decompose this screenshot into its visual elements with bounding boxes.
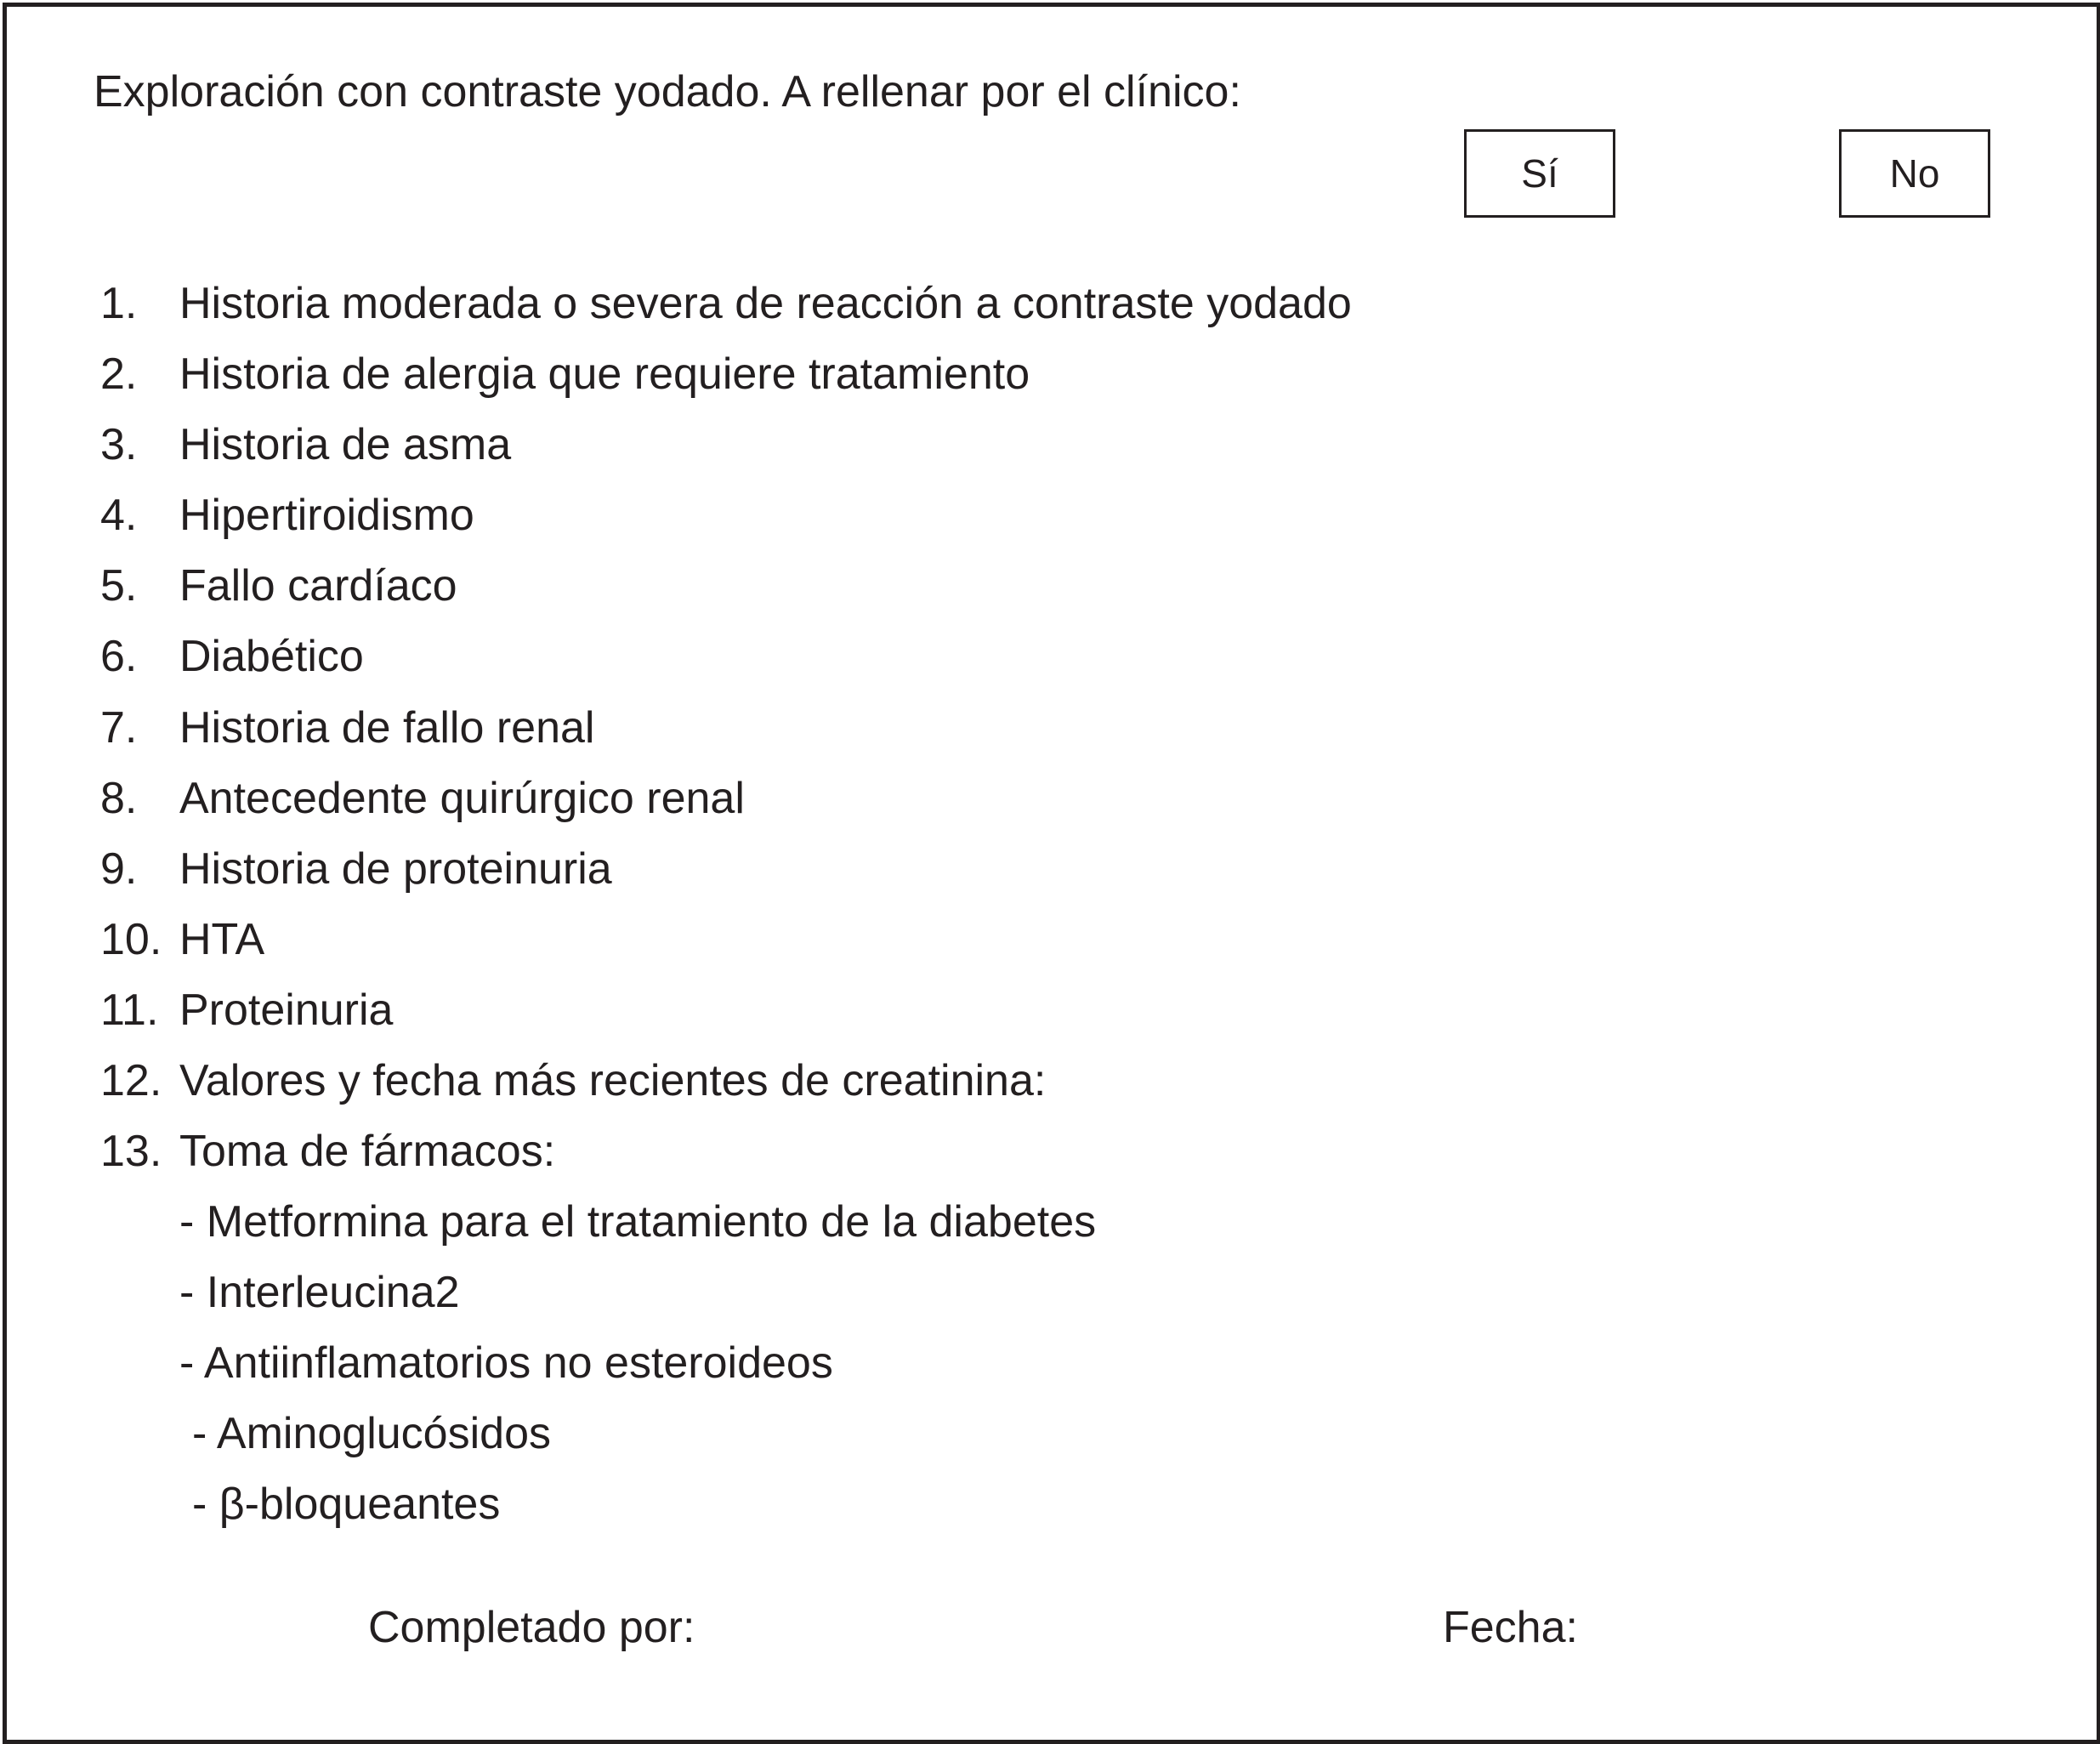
- item-number: 3.: [100, 420, 138, 469]
- no-label: No: [1889, 151, 1940, 196]
- item-label: HTA: [179, 915, 265, 964]
- date-label: Fecha:: [1443, 1603, 1578, 1652]
- item-label: Fallo cardíaco: [179, 561, 457, 611]
- item-label: Toma de fármacos:: [179, 1127, 556, 1176]
- item-label: Historia de fallo renal: [179, 703, 595, 753]
- item-number: 1.: [100, 279, 138, 328]
- item-label: Antecedente quirúrgico renal: [179, 774, 745, 823]
- item-label: Valores y fecha más recientes de creatinina:: [179, 1056, 1047, 1105]
- item-label: Diabético: [179, 632, 364, 681]
- drug-item: - Metformina para el tratamiento de la diabetes: [179, 1197, 1097, 1247]
- item-number: 4.: [100, 491, 138, 540]
- item-label: Historia moderada o severa de reacción a contraste yodado: [179, 279, 1352, 328]
- item-number: 9.: [100, 844, 138, 894]
- completed-by-label: Completado por:: [368, 1603, 695, 1652]
- item-label: Historia de proteinuria: [179, 844, 612, 894]
- form-title: Exploración con contraste yodado. A rellenar por el clínico:: [94, 67, 1241, 116]
- item-label: Hipertiroidismo: [179, 491, 474, 540]
- item-number: 2.: [100, 349, 138, 399]
- item-label: Historia de alergia que requiere tratamiento: [179, 349, 1030, 399]
- item-number: 11.: [100, 986, 159, 1035]
- item-number: 7.: [100, 703, 138, 753]
- drug-item: - Aminoglucósidos: [192, 1409, 551, 1458]
- yes-checkbox[interactable]: [1464, 129, 1615, 218]
- no-checkbox[interactable]: [1839, 129, 1990, 218]
- drug-item: - Antiinflamatorios no esteroideos: [179, 1338, 833, 1388]
- item-number: 8.: [100, 774, 138, 823]
- item-label: Proteinuria: [179, 986, 394, 1035]
- drug-item: - Interleucina2: [179, 1268, 460, 1317]
- item-number: 10.: [100, 915, 162, 964]
- item-label: Historia de asma: [179, 420, 512, 469]
- item-number: 12.: [100, 1056, 162, 1105]
- drug-item: - β-bloqueantes: [192, 1480, 501, 1529]
- yes-label: Sí: [1521, 151, 1558, 196]
- item-number: 6.: [100, 632, 138, 681]
- item-number: 5.: [100, 561, 138, 611]
- item-number: 13.: [100, 1127, 162, 1176]
